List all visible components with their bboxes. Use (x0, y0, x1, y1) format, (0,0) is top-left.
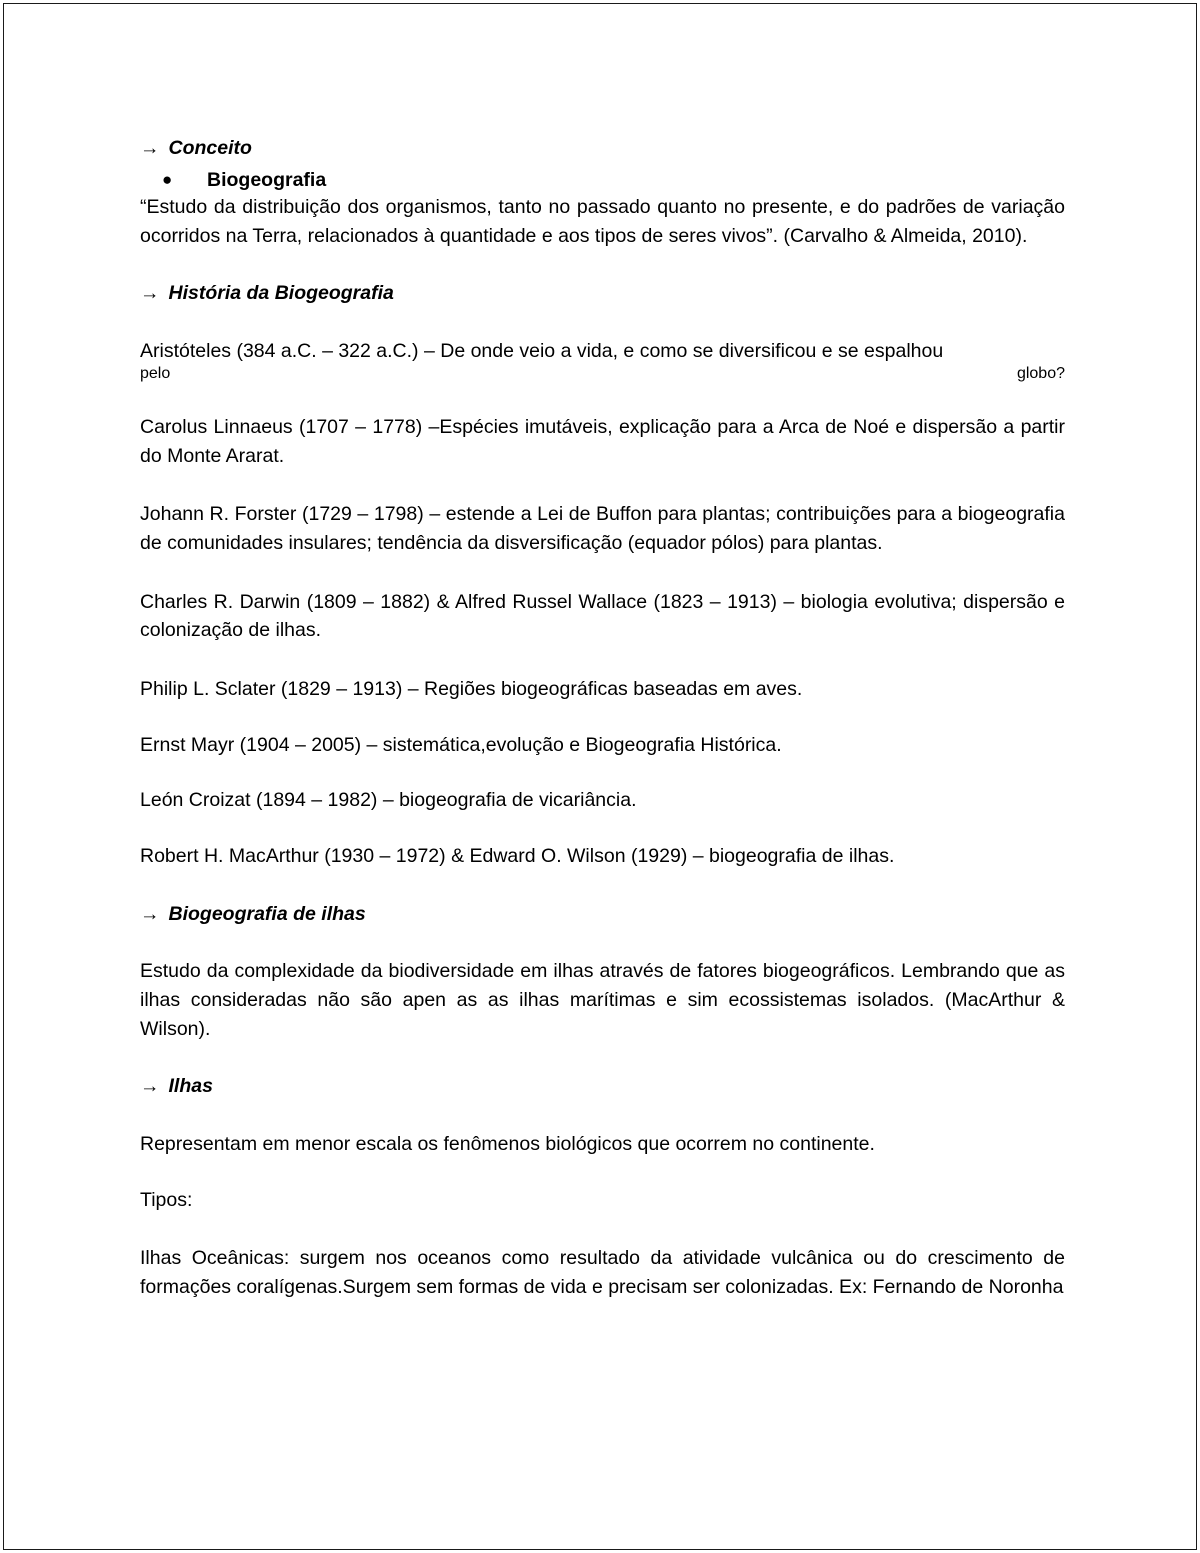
subheading-biogeografia-label: Biogeografia (207, 168, 327, 191)
spacer (140, 1043, 1065, 1074)
paragraph-aristoteles-lastline (140, 365, 1065, 383)
heading-biogeografia-de-ilhas-label: Biogeografia de ilhas (168, 902, 366, 925)
paragraph-darwin-wallace: Charles R. Darwin (1809 – 1882) & Alfred Russel Wallace (1823 – 1913) – biologia evolutiva; dispersão e colonização de ilhas. (140, 590, 1065, 642)
spacer (140, 470, 1065, 500)
spacer (140, 704, 1065, 731)
heading-conceito-label: Conceito (168, 137, 252, 159)
heading-ilhas-label: Ilhas (168, 1075, 213, 1098)
spacer (140, 927, 1065, 957)
heading-biogeografia-de-ilhas (140, 902, 1065, 928)
spacer (140, 871, 1065, 902)
document-content (140, 136, 1065, 1302)
spacer (140, 1159, 1065, 1186)
spacer (140, 558, 1065, 588)
paragraph-ilhas-oceanicas: Ilhas Oceânicas: surgem nos oceanos como resultado da atividade vulcânica ou do crescimento de formações coralígenas.Surgem sem formas de vida e precisam ser colonizadas. Ex: Fernando de Noronha (140, 1247, 1065, 1299)
subheading-biogeografia (140, 168, 1065, 194)
paragraph-sclater: Philip L. Sclater (1829 – 1913) – Regiões biogeográficas baseadas em aves. (140, 678, 803, 701)
paragraph-linnaeus: Carolus Linnaeus (1707 – 1778) –Espécies imutáveis, explicação para a Arca de Noé e dispersão a partir do Monte Ararat. (140, 416, 1065, 467)
paragraph-mayr: Ernst Mayr (1904 – 2005) – sistemática,evolução e Biogeografia Histórica. (140, 733, 782, 756)
spacer (140, 307, 1065, 337)
paragraph-aristoteles: Aristóteles (384 a.C. – 322 a.C.) – De onde veio a vida, e como se diversificou e se espalhou (140, 339, 944, 362)
arrow-icon: → (140, 137, 160, 159)
spacer (140, 645, 1065, 675)
paragraph-macarthur-wilson: Robert H. MacArthur (1930 – 1972) & Edward O. Wilson (1929) – biogeografia de ilhas. (140, 845, 895, 868)
arrow-icon: → (140, 281, 160, 304)
paragraph-ilhas-tipos: Tipos: (140, 1188, 193, 1211)
spacer (140, 1100, 1065, 1130)
bullet-icon: ● (162, 169, 173, 189)
spacer (140, 759, 1065, 786)
paragraph-forster: Johann R. Forster (1729 – 1798) – estende a Lei de Buffon para plantas; contribuições para a biogeografia de comunidades insulares; tendência da disversificação (equador pólos) para plantas. (140, 503, 1065, 555)
spacer (140, 251, 1065, 281)
spacer (140, 1214, 1065, 1244)
lastline-right: globo? (1016, 365, 1065, 383)
heading-conceito (140, 136, 1065, 162)
heading-historia-label: História da Biogeografia (168, 281, 394, 304)
paragraph-biogeografia-de-ilhas: Estudo da complexidade da biodiversidade em ilhas através de fatores biogeográficos. Lembrando que as ilhas consideradas não são apen as as ilhas marítimas e sim ecossistemas isolados. (MacArthur & Wilson). (140, 960, 1065, 1040)
arrow-icon: → (140, 1075, 160, 1098)
heading-ilhas (140, 1074, 1065, 1100)
paragraph-croizat: León Croizat (1894 – 1982) – biogeografia de vicariância. (140, 789, 637, 812)
heading-historia-biogeografia (140, 281, 1065, 307)
spacer (140, 383, 1065, 413)
spacer (140, 815, 1065, 842)
lastline-left: pelo (140, 365, 171, 383)
arrow-icon: → (140, 902, 160, 925)
paragraph-conceito-definicao: “Estudo da distribuição dos organismos, tanto no passado quanto no presente, e do padrões de variação ocorridos na Terra, relacionados à quantidade e aos tipos de seres vivos”. (Carvalho & Almeida, 2010). (140, 196, 1065, 248)
paragraph-ilhas-representam: Representam em menor escala os fenômenos biológicos que ocorrem no continente. (140, 1133, 875, 1156)
